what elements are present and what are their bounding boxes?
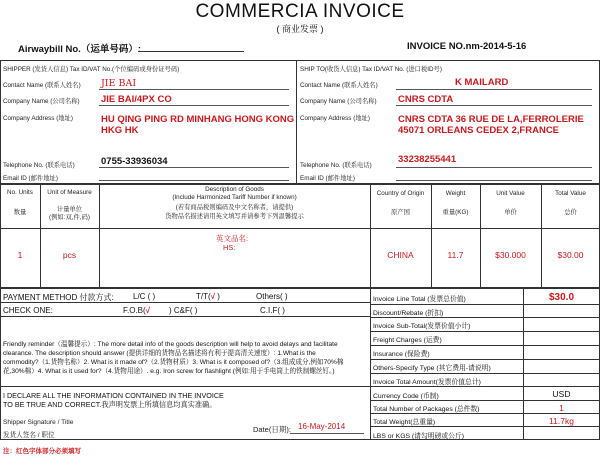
- term-cif[interactable]: C.I.F( ): [260, 306, 285, 315]
- col-header-total: Total Value: [555, 190, 586, 197]
- summary-packages-value[interactable]: 1: [559, 403, 564, 413]
- fob-checkmark: √: [145, 306, 151, 315]
- summary-packages-label: Total Number of Packages (总件数): [373, 406, 480, 413]
- row-unit-value[interactable]: $30.000: [495, 250, 526, 260]
- shipper-contact-value[interactable]: JIE BAI: [101, 78, 137, 89]
- reminder-line2: clearance. The description should answer (提供详细的货物品名描述将有利于提高清关速度）: 1.What is the: [3, 350, 316, 357]
- shipto-contact-label: Contact Name (联系人姓名): [300, 82, 378, 89]
- col-header-measure: Unit of Measure: [47, 189, 92, 196]
- row-desc-label: 英文品名:: [216, 234, 249, 243]
- check-one-label: CHECK ONE:: [3, 306, 53, 315]
- airwaybill-field[interactable]: [138, 51, 244, 52]
- col-header-origin: Country of Origin: [376, 190, 425, 197]
- summary-line-total-label: Invoice Line Total (发票总价值): [373, 296, 466, 303]
- reminder-line3: commodity?（1.货物名称）2. What is it made of?（2.货物材质）3. What is it composed of?（3.组成成分,例如70%棉: [3, 359, 344, 366]
- airwaybill-label: Airwaybill No.（运单号码）:: [18, 44, 141, 55]
- col-header-unitvalue-cn: 单价: [504, 209, 517, 216]
- summary-total-amount-label: Invoice Total Amount(发票价值总计): [373, 379, 481, 386]
- row-measure[interactable]: pcs: [62, 250, 77, 260]
- payment-lc[interactable]: L/C ( ): [133, 292, 156, 301]
- shipto-contact-value[interactable]: K MAILARD: [455, 77, 509, 88]
- shipper-company-value[interactable]: JIE BAI/4PX CO: [101, 94, 172, 105]
- shipto-section-label: SHIP TO(收货人信息) Tax ID/VAT No. (进口税ID号): [300, 66, 442, 73]
- shipper-contact-label: Contact Name (联系人姓名): [3, 82, 81, 89]
- col-header-units-cn: 数量: [13, 209, 27, 216]
- col-header-measure-cn2: (例如:双,件,码): [49, 214, 90, 221]
- summary-currency-label: Currency Code (币制): [373, 393, 439, 400]
- term-fob[interactable]: F.O.B(√: [123, 306, 151, 315]
- reminder-line1: Friendly reminder（温馨提示）: The more detail info of the goods description will help to avoid delays and facilitate: [3, 341, 338, 348]
- summary-lbs-label: LBS or KGS (请勾明磅或公斤): [373, 433, 465, 440]
- declaration-line2: TO BE TRUE AND CORRECT.我声明发票上所填信息均真实准确。: [3, 400, 217, 409]
- signature-label: Shipper Signature / Title: [3, 419, 74, 426]
- shipto-address-line2[interactable]: 45071 ORLEANS CEDEX 2,FRANCE: [398, 125, 560, 136]
- col-header-measure-cn1: 计量单位: [56, 206, 83, 213]
- shipto-address-label: Company Address (地址): [300, 115, 370, 122]
- invoice-title: COMMERCIA INVOICE: [195, 1, 405, 22]
- row-units[interactable]: 1: [17, 250, 23, 260]
- declaration-line1: I DECLARE ALL THE INFORMATION CONTAINED IN THE INVOICE: [3, 391, 224, 400]
- shipto-company-label: Company Name (公司名称): [300, 98, 377, 105]
- footer-note: 注：红色字体部分必须填写: [3, 448, 81, 455]
- row-origin[interactable]: CHINA: [387, 250, 414, 260]
- col-header-desc: Description of Goods: [205, 186, 264, 193]
- summary-freight-label: Freight Charges (运费): [373, 337, 442, 344]
- row-hs-label: HS:: [223, 243, 236, 252]
- date-value[interactable]: 16-May-2014: [298, 422, 346, 431]
- summary-weight-label: Total Weight(总重量): [373, 419, 436, 426]
- signature-label-cn: 发货人签名 / 职位: [3, 432, 55, 439]
- shipto-email-label: Email ID (邮件地址): [300, 175, 355, 182]
- term-cf[interactable]: ) C&F( ): [169, 306, 198, 315]
- summary-weight-value[interactable]: 11.7kg: [549, 416, 574, 426]
- shipper-address-line2[interactable]: HKG HK: [101, 125, 139, 136]
- invoice-number: INVOICE NO.nm-2014-5-16: [407, 41, 527, 52]
- shipto-tel-value[interactable]: 33238255441: [398, 154, 457, 165]
- invoice-subtitle: ( 商业发票 ): [276, 24, 324, 34]
- summary-line-total-value[interactable]: $30.0: [548, 292, 575, 303]
- tt-checkmark: √: [210, 292, 216, 301]
- summary-currency-value[interactable]: USD: [552, 389, 571, 399]
- col-header-desc-cn1: (若有商品税则编码及中文名称者，请提供): [175, 204, 294, 211]
- col-header-total-cn: 总价: [564, 209, 577, 216]
- summary-subtotal-label: Invoice Sub-Total(发票价值小计): [373, 323, 471, 330]
- col-header-weight-cn: 重量(KG): [442, 209, 469, 216]
- summary-insurance-label: Insurance (保险费): [373, 351, 430, 358]
- col-header-desc-cn2: 货物品名描述请用英文填写并请参考下列温馨提示: [165, 213, 304, 220]
- col-header-unitvalue: Unit Value: [496, 190, 525, 197]
- row-total-value[interactable]: $30.00: [557, 250, 584, 260]
- shipper-address-line1[interactable]: HU QING PING RD MINHANG HONG KONG: [101, 114, 295, 125]
- summary-discount-label: Discount/Rebate (折扣): [373, 310, 444, 317]
- shipper-company-label: Company Name (公司名称): [3, 98, 80, 105]
- col-header-desc-sub: (Include Harmonized Tariff Number if known): [172, 194, 297, 201]
- shipper-section-label: SHIPPER (发货人信息) Tax ID/VAT No.(个位编码或身份证号码): [3, 66, 180, 73]
- shipper-email-label: Email ID (邮件地址): [3, 175, 58, 182]
- shipto-address-line1[interactable]: CNRS CDTA 36 RUE DE LA,FERROLERIE: [398, 114, 584, 125]
- payment-tt[interactable]: T/T(√ ): [196, 292, 220, 301]
- shipper-address-label: Company Address (地址): [3, 115, 73, 122]
- shipto-company-value[interactable]: CNRS CDTA: [398, 94, 454, 105]
- date-label: Date(日期):: [253, 425, 291, 434]
- summary-others-label: Others-Specify Type (其它费用-请说明): [373, 365, 491, 372]
- shipto-tel-label: Telephone No. (联系电话): [300, 162, 372, 169]
- col-header-origin-cn: 原产国: [391, 209, 410, 216]
- shipper-tel-value[interactable]: 0755-33936034: [101, 156, 168, 167]
- row-weight[interactable]: 11.7: [447, 250, 464, 260]
- col-header-weight: Weight: [445, 190, 466, 197]
- reminder-line4: 花,30%棉）4. What is it used for?（4.货物用途）. e.g. Iron screw for flashlight (例如:用于手电筒上的铁制螺丝钉。): [3, 368, 335, 375]
- shipper-tel-label: Telephone No. (联系电话): [3, 162, 75, 169]
- payment-method-label: PAYMENT METHOD 付款方式:: [3, 293, 114, 302]
- col-header-units: No. Units: [7, 189, 33, 196]
- payment-others[interactable]: Others( ): [256, 292, 288, 301]
